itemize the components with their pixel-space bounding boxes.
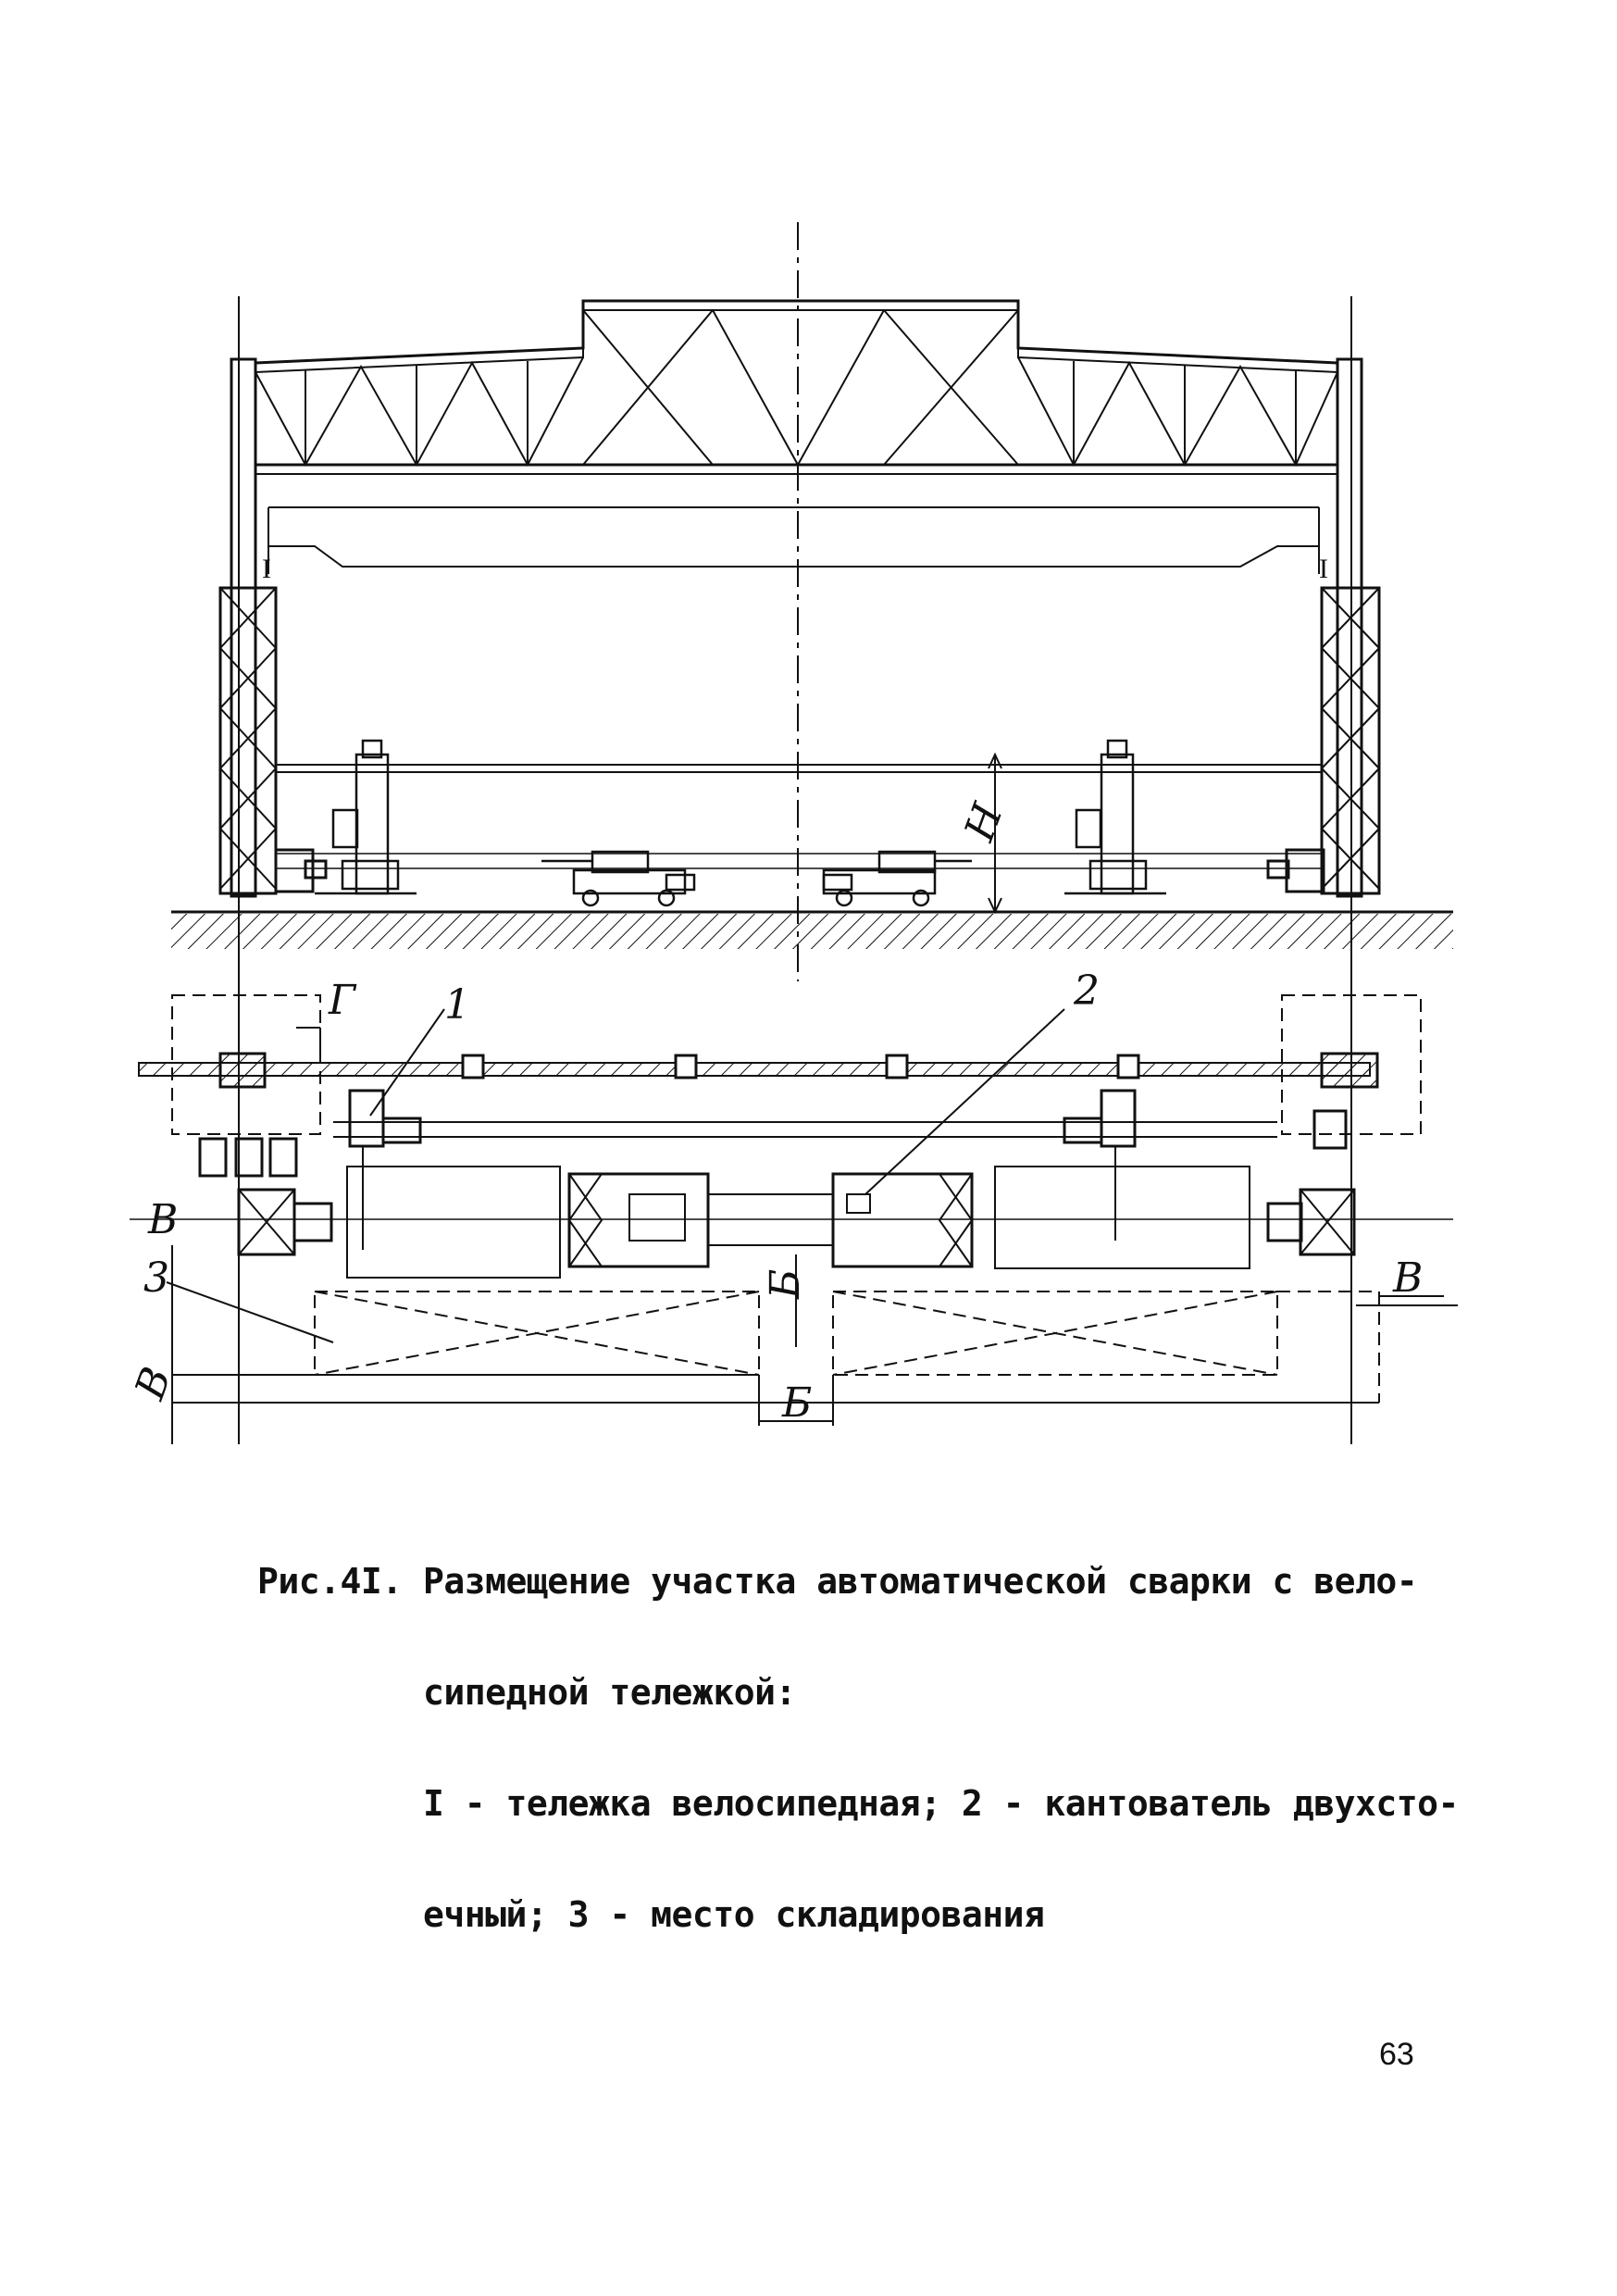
dim-H-label: H [955,797,1013,847]
crane-rail [139,1063,1370,1076]
positioner-head-1 [569,1174,708,1267]
rail-end-right [1322,1054,1377,1087]
plan-view [130,995,1458,1444]
figure-caption [257,1489,1459,1970]
caption-line-4: ечный; 3 - место складирования [257,1894,1045,1935]
manipulator-left [315,741,417,893]
callout-1: 1 [444,981,470,1029]
dim-B-bottom-label: Б [782,1379,813,1427]
col-mark-left: I [262,554,271,584]
positioner-head-2 [833,1174,972,1267]
dim-V-bottom-label: В [126,1361,181,1405]
leader-3 [167,1282,333,1342]
positioner-right [1268,1190,1354,1254]
rail-end-left [220,1054,265,1087]
caption-line-3: I - тележка велосипедная; 2 - кантователь двухсто- [257,1783,1459,1824]
caption-line-1: Рис.4I. Размещение участка автоматической сварки с вело- [257,1561,1418,1602]
bicycle-cart-left [541,852,694,905]
crane-girder [268,507,1319,574]
manipulator-right [1064,741,1166,893]
left-column [231,359,255,896]
bicycle-cart-right [824,852,972,905]
positioner-left [239,1190,331,1254]
page-number: 63 [1379,2037,1414,2072]
workpiece-frame-left [347,1167,560,1278]
dim-V-left-label: В [148,1196,179,1243]
workpiece-frame-right [995,1167,1250,1268]
caption-line-2: сипедной тележкой: [257,1672,796,1713]
col-mark-right: I [1319,554,1328,584]
equipment-left [276,850,313,892]
callout-3: 3 [143,1254,169,1302]
roof-truss-web [255,310,1337,465]
equipment-right [1287,850,1324,892]
building-elevation [171,222,1453,1444]
left-column-lattice [220,588,276,893]
floor-hatch [171,914,1453,949]
dim-B-vertical-label: Б [762,1268,809,1299]
callout-2: 2 [1074,967,1100,1015]
dim-V-right-label: В [1393,1254,1424,1302]
dim-G-label: Г [329,977,356,1024]
